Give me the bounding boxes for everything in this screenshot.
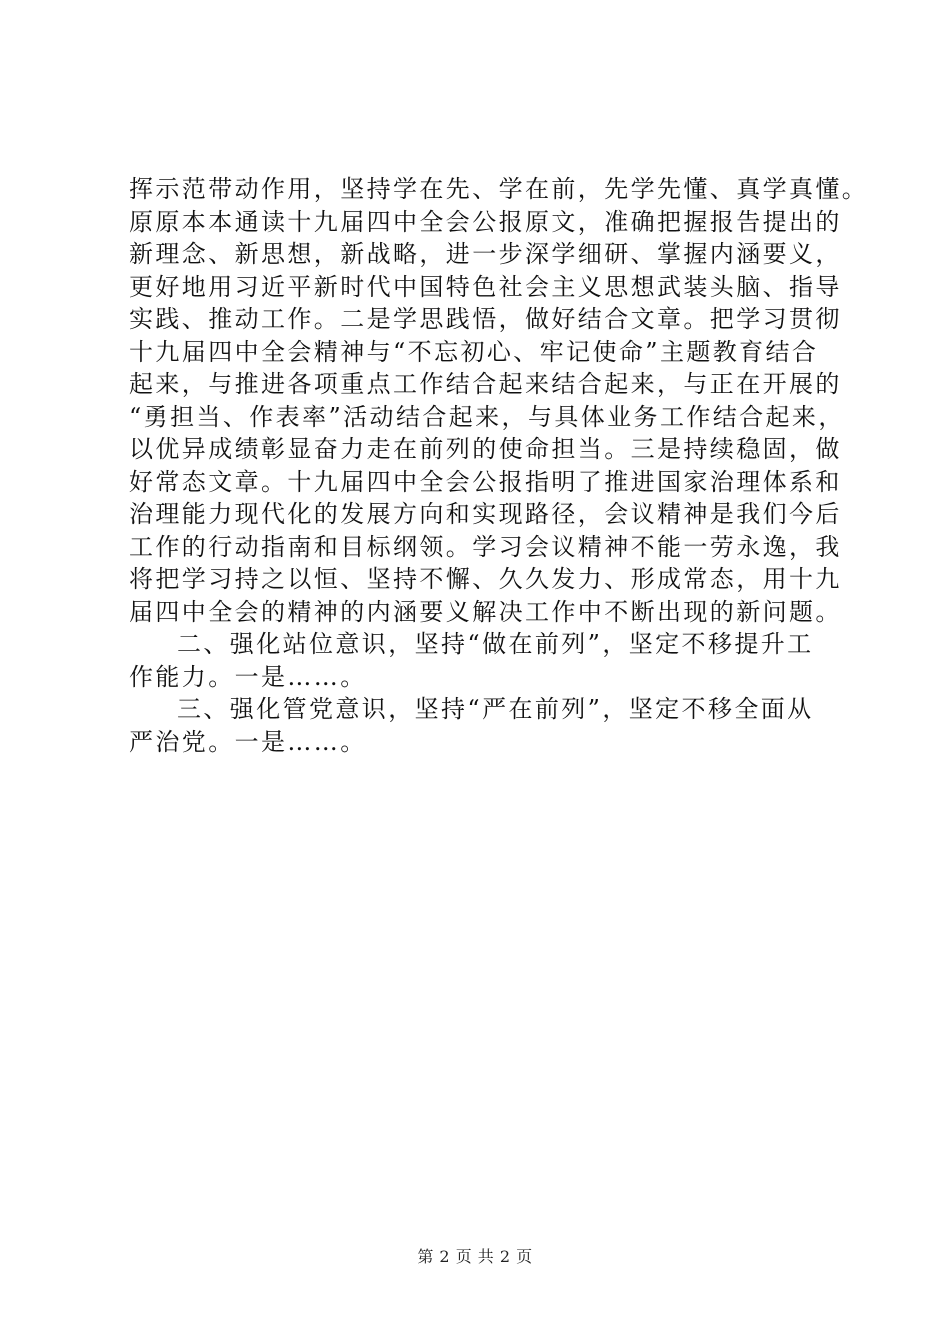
section-three-heading: 三、强化管党意识，坚持“严在前列”，坚定不移全面从 (177, 695, 814, 723)
body-line: 届四中全会的精神的内涵要义解决工作中不断出现的新问题。 (129, 597, 842, 626)
section-three-continuation: 严治党。一是……。 (129, 727, 367, 756)
body-line: 治理能力现代化的发展方向和实现路径，会议精神是我们今后 (129, 500, 842, 528)
body-line: 起来，与推进各项重点工作结合起来结合起来，与正在开展的 (129, 370, 842, 398)
body-line: 十九届四中全会精神与“不忘初心、牢记使命”主题教育结合 (129, 337, 819, 366)
body-line: 原原本本通读十九届四中全会公报原文，准确把握报告提出的 (129, 207, 842, 236)
body-line: 将把学习持之以恒、坚持不懈、久久发力、形成常态，用十九 (129, 565, 842, 593)
body-line: 实践、推动工作。二是学思践悟，做好结合文章。把学习贯彻 (129, 305, 842, 333)
body-line: “勇担当、作表率”活动结合起来，与具体业务工作结合起来， (129, 402, 845, 431)
body-line: 新理念、新思想，新战略，进一步深学细研、掌握内涵要义， (129, 240, 842, 268)
body-line: 以优异成绩彰显奋力走在前列的使命担当。三是持续稳固，做 (129, 435, 842, 463)
body-line: 更好地用习近平新时代中国特色社会主义思想武装头脑、指导 (129, 272, 842, 301)
section-two-heading: 二、强化站位意识，坚持“做在前列”，坚定不移提升工 (177, 630, 814, 658)
body-line: 挥示范带动作用，坚持学在先、学在前，先学先懂、真学真懂。 (129, 175, 869, 203)
page-number-footer: 第 2 页 共 2 页 (417, 1247, 533, 1266)
body-line: 好常态文章。十九届四中全会公报指明了推进国家治理体系和 (129, 467, 842, 496)
document-body (129, 173, 869, 758)
body-line: 工作的行动指南和目标纲领。学习会议精神不能一劳永逸，我 (129, 532, 842, 561)
section-two-continuation: 作能力。一是……。 (129, 662, 367, 691)
